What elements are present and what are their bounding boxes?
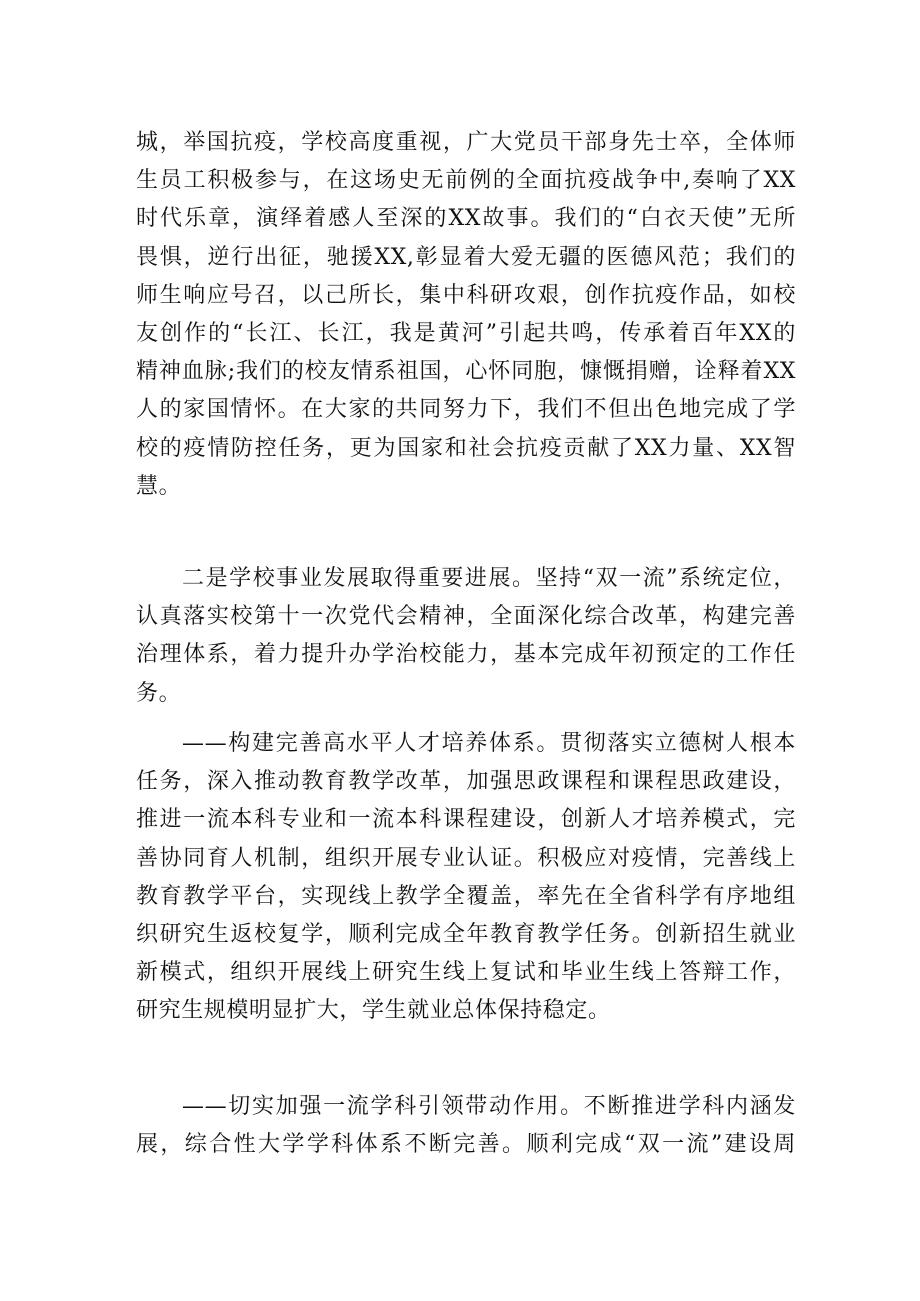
text-line: 研究生规模明显扩大，学生就业总体保持稳定。: [136, 998, 611, 1024]
text-line: 时代乐章，演绎着感人至深的XX故事。我们的“白衣天使”无所: [136, 206, 796, 232]
text-line: 认真落实校第十一次党代会精神，全面深化综合改革，构建完善: [136, 604, 796, 630]
text-line: 展，综合性大学学科体系不断完善。顺利完成“双一流”建设周: [136, 1132, 796, 1158]
text-line: 生员工积极参与，在这场史无前例的全面抗疫战争中,奏响了XX: [136, 168, 796, 194]
text-line: 精神血脉;我们的校友情系祖国，心怀同胞，慷慨捐赠，诠释着XX: [136, 359, 796, 385]
text-line: 治理体系，着力提升办学治校能力，基本完成年初预定的工作任: [136, 642, 796, 668]
text-line: 人的家国情怀。在大家的共同努力下，我们不但出色地完成了学: [136, 397, 796, 423]
text-line: 城，举国抗疫，学校高度重视，广大党员干部身先士卒，全体师: [136, 130, 796, 155]
text-line: 善协同育人机制，组织开展专业认证。积极应对疫情，完善线上: [136, 845, 796, 871]
text-line: 友创作的“长江、长江，我是黄河”引起共鸣，传承着百年XX的: [136, 320, 796, 346]
text-line: 推进一流本科专业和一流本科课程建设，创新人才培养模式，完: [136, 807, 796, 833]
text-line: 教育教学平台，实现线上教学全覆盖，率先在全省科学有序地组: [136, 883, 796, 909]
text-line: 织研究生返校复学，顺利完成全年教育教学任务。创新招生就业: [136, 921, 796, 947]
text-line: 畏惧，逆行出征，驰援XX,彰显着大爱无疆的医德风范；我们的: [136, 244, 796, 270]
text-line: ——切实加强一流学科引领带动作用。不断推进学科内涵发: [182, 1094, 796, 1119]
text-line: 校的疫情防控任务，更为国家和社会抗疫贡献了XX力量、XX智: [136, 435, 796, 461]
text-line: 二是学校事业发展取得重要进展。坚持“双一流”系统定位，: [182, 566, 796, 591]
paragraph-2: [136, 560, 796, 713]
text-line: 任务，深入推动教育教学改革，加强思政课程和课程思政建设，: [136, 769, 796, 795]
text-line: 师生响应号召，以己所长，集中科研攻艰，创作抗疫作品，如校: [136, 282, 796, 308]
text-line: 慧。: [136, 473, 182, 499]
paragraph-1: [136, 124, 796, 506]
text-line: ——构建完善高水平人才培养体系。贯彻落实立德树人根本: [182, 731, 796, 756]
text-line: 务。: [136, 680, 182, 706]
text-line: 新模式，组织开展线上研究生线上复试和毕业生线上答辩工作，: [136, 960, 796, 986]
paragraph-3: [136, 725, 796, 1031]
paragraph-4: [136, 1088, 796, 1164]
